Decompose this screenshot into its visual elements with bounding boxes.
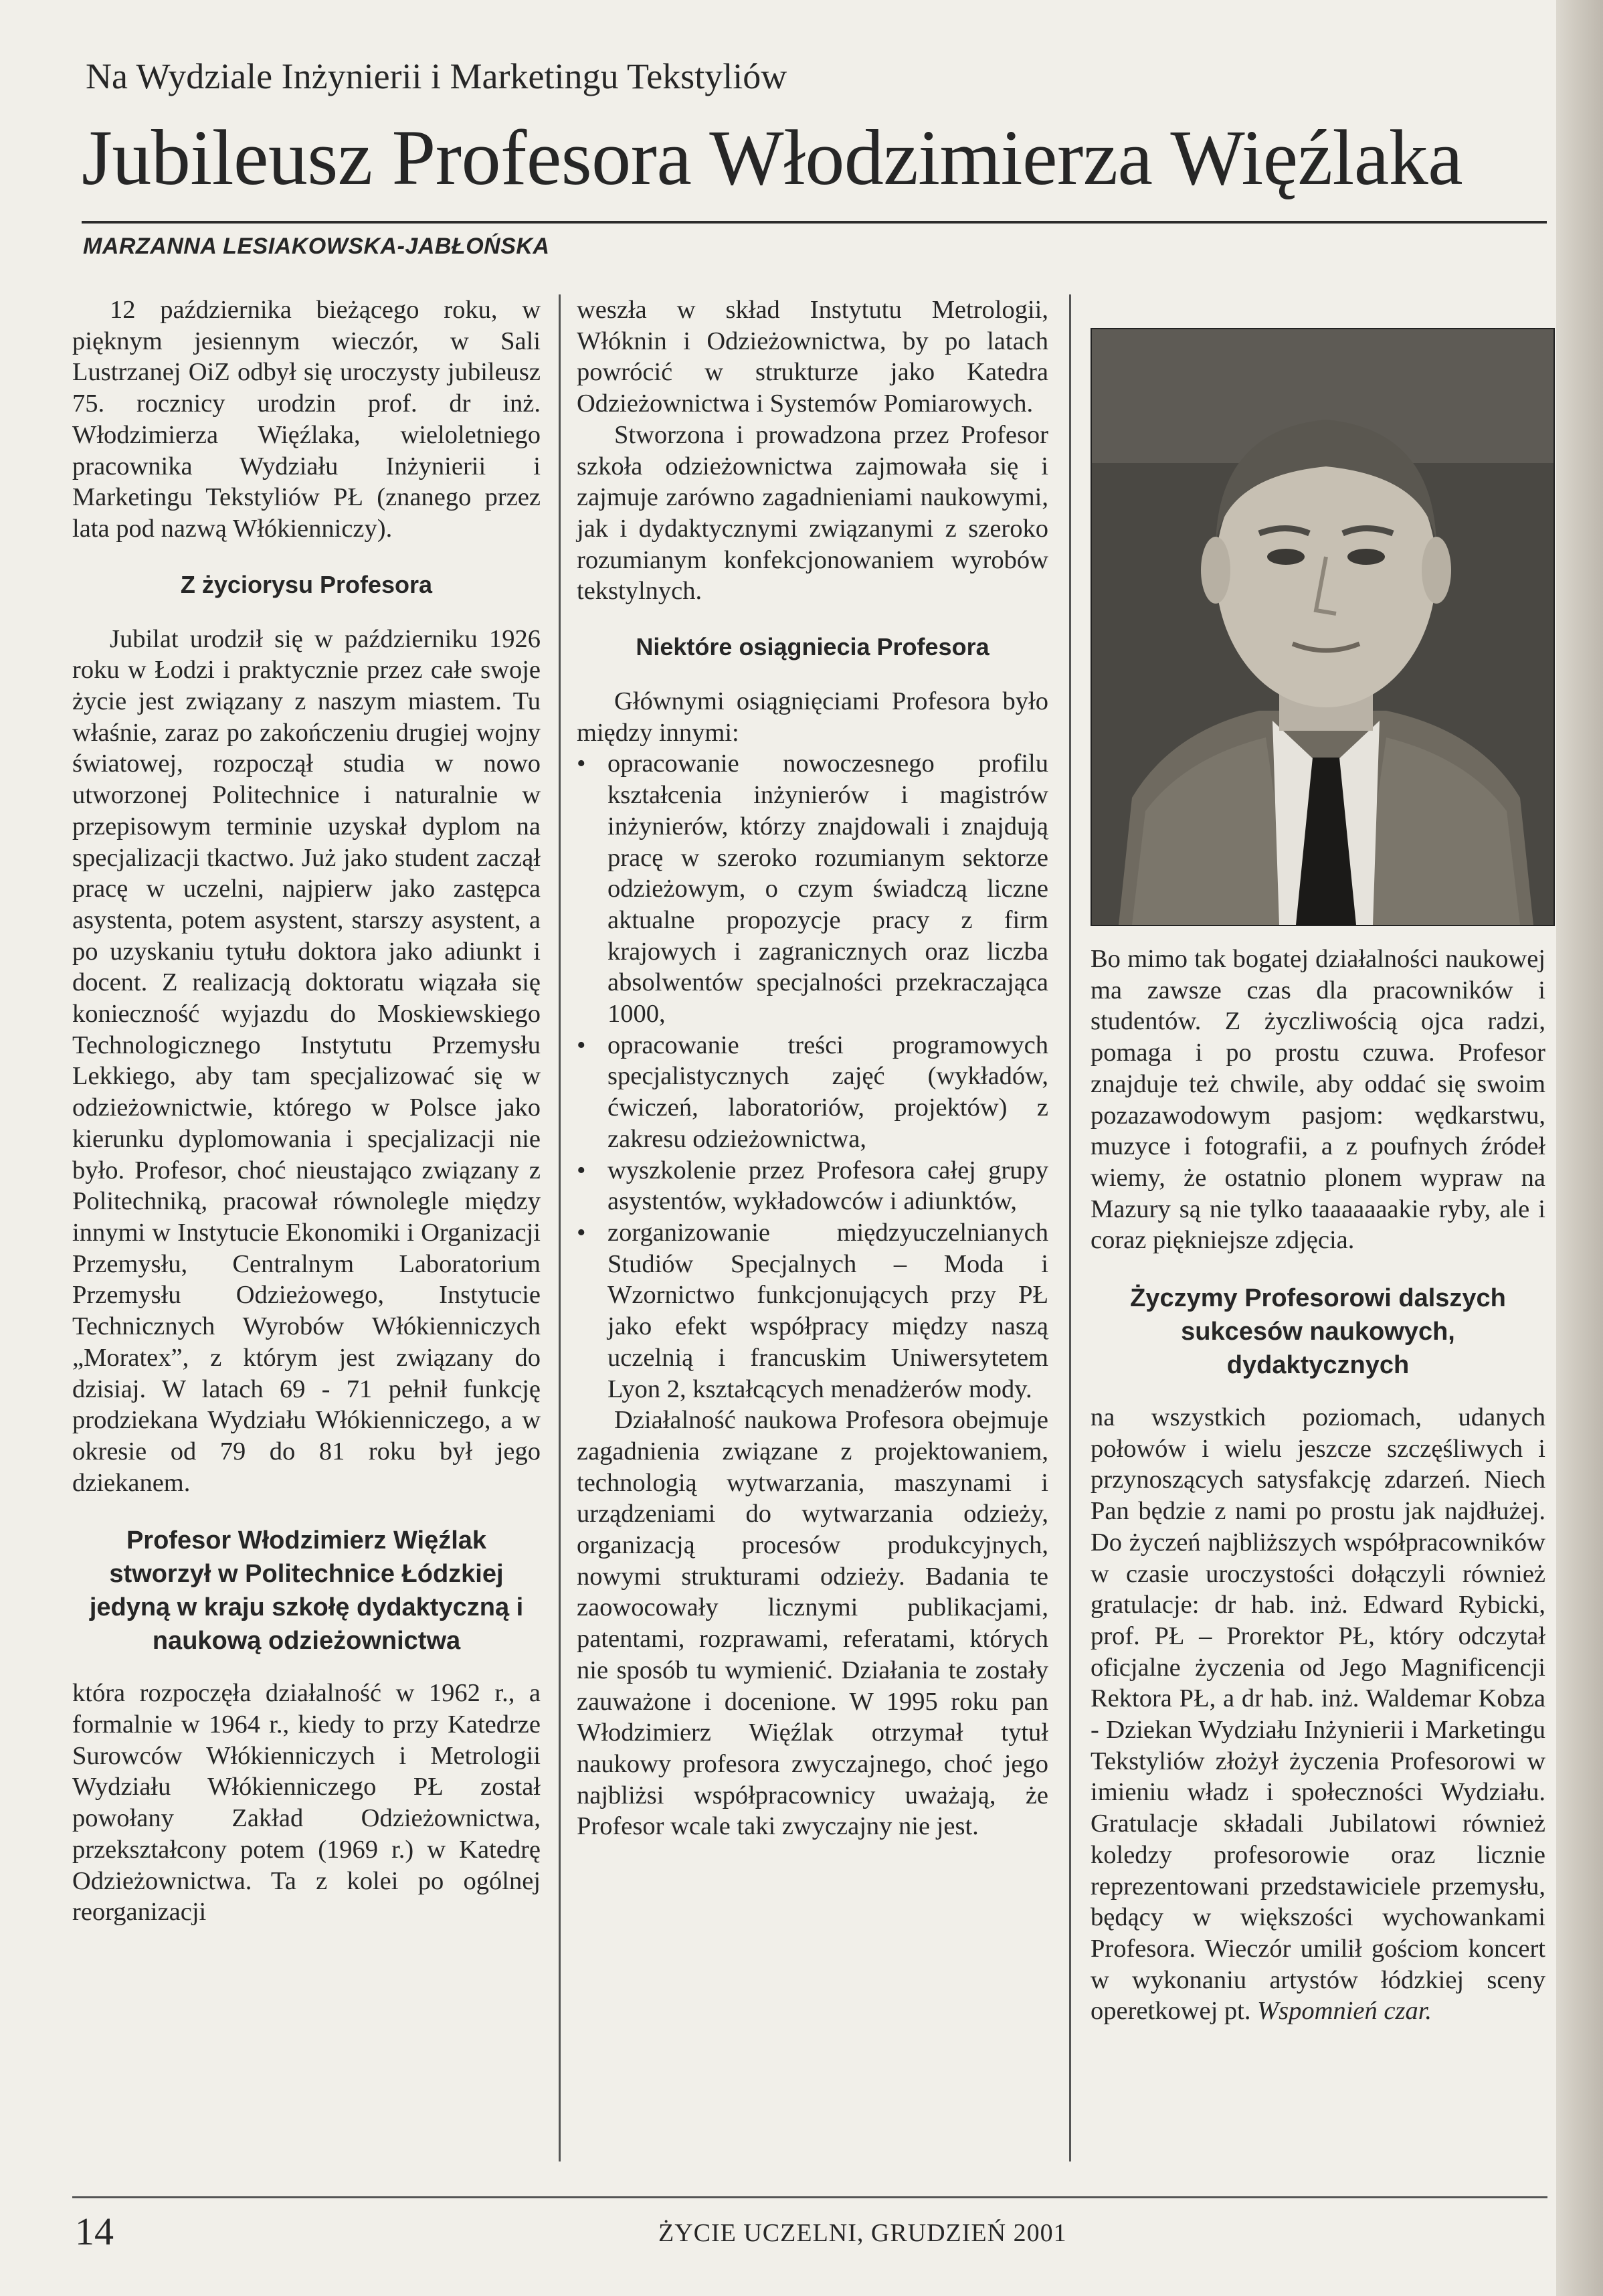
paragraph: [1091, 1402, 1545, 2027]
footer-rule: [72, 2196, 1547, 2198]
bullet-icon: •: [577, 1156, 586, 1184]
paragraph: Głównymi osiągnięciami Profesora było między innymi:: [577, 687, 1048, 747]
title-rule: [82, 221, 1547, 224]
section-heading: Z życiorysu Profesora: [180, 570, 433, 598]
paragraph: Bo mimo tak bogatej działalności naukowej ma zawsze czas dla pracowników i studentów. Z życzliwością ojca radzi, pomaga i po prostu czuwa. Profesor znajduje też chwile, aby oddać się swoim pozazawodowym pasjom: wędkarstwu, muzyce i fotografii, a z poufnych źródeł wiemy, że ostatnio plonem wypraw na Mazury są nie tylko taaaaaaakie ryby, ale i coraz piękniejsze zdjęcia.: [1091, 945, 1545, 1255]
professor-portrait-photo: [1091, 328, 1555, 926]
list-item: [577, 1155, 1048, 1217]
page-number: 14: [75, 2210, 114, 2253]
page-edge-shadow: [1556, 0, 1603, 2296]
list-item: [577, 1217, 1048, 1405]
list-item-text: zorganizowanie międzyuczelnianych Studiów Specjalnych – Moda i Wzornictwo funkcjonujących przy PŁ jako efekt współpracy między naszą uczelnią i francuskim Uniwersytetem Lyon 2, kształcących menadżerów mody.: [607, 1218, 1048, 1403]
paragraph: Stworzona i prowadzona przez Profesor szkoła odzieżownictwa zajmowała się i zajmuje zarówno zagadnieniami naukowymi, jak i dydaktycznymi związanymi z szeroko rozumianym konfekcjonowaniem wyrobów tekstylnych.: [577, 420, 1048, 606]
author-byline: MARZANNA LESIAKOWSKA-JABŁOŃSKA: [83, 234, 550, 259]
column-2: [577, 294, 1048, 1842]
paragraph: weszła w skład Instytutu Metrologii, Włóknin i Odzieżownictwa, by po latach powrócić w strukturze jako Katedra Odzieżownictwa i Systemów Pomiarowych.: [577, 296, 1048, 418]
section-heading: Życzymy Profesorowi dalszych sukcesów naukowych, dydaktycznych: [1130, 1284, 1506, 1380]
paragraph: 12 października bieżącego roku, w pięknym jesiennym wieczór, w Sali Lustrzanej OiZ odbył się uroczysty jubileusz 75. rocznicy urodzin prof. dr inż. Włodzimierza Więźlaka, wieloletniego pracownika Wydziału Inżynierii i Marketingu Tekstyliów PŁ (znanego przez lata pod nazwą Włókienniczy).: [72, 296, 541, 543]
list-item: [577, 748, 1048, 1029]
article-kicker: Na Wydziale Inżynierii i Marketingu Tekstyliów: [86, 56, 787, 96]
section-heading: Profesor Włodzimierz Więźlak stworzył w Politechnice Łódzkiej jedyną w kraju szkołę dydaktyczną i naukową odzieżownictwa: [89, 1526, 524, 1656]
list-item-text: wyszkolenie przez Profesora całej grupy asystentów, wykładowców i adiunktów,: [607, 1156, 1048, 1216]
bullet-icon: •: [577, 749, 586, 778]
column-3: [1091, 944, 1545, 2027]
list-item-text: opracowanie treści programowych specjalistycznych zajęć (wykładów, ćwiczeń, laboratoriów, projektów) z zakresu odzieżownictwa,: [607, 1031, 1048, 1153]
paragraph: która rozpoczęła działalność w 1962 r., a formalnie w 1964 r., kiedy to przy Katedrze Surowców Włókienniczych i Metrologii Wydziału Włókienniczego PŁ został powołany Zakład Odzieżownictwa, przekształcony potem (1969 r.) w Katedrę Odzieżownictwa. Ta z kolei po ogólnej reorganizacji: [72, 1679, 541, 1927]
column-1: [72, 294, 541, 1928]
paragraph-text: na wszystkich poziomach, udanych połowów i wielu jeszcze szczęśliwych i przynoszących satysfakcję zdarzeń. Niech Pan będzie z nami po prostu jak najdłużej. Do życzeń najbliższych współpracowników w czasie uroczystości dołączyli również gratulacje: dr hab. inż. Edward Rybicki, prof. PŁ – Prorektor PŁ, który odczytał oficjalne życzenia od Jego Magnificencji Rektora PŁ, a dr hab. inż. Waldemar Kobza - Dziekan Wydziału Inżynierii i Marketingu Tekstyliów złożył życzenia Profesorowi w imieniu władz i społeczności Wydziału. Gratulacje składali Jubilatowi również koledzy profesorowie oraz licznie reprezentowani przedstawiciele przemysłu, będący w większości wychowankami Profesora. Wieczór umilił gościom koncert w wykonaniu artystów łódzkiej sceny operetkowej pt.: [1091, 1403, 1545, 2026]
article-title: Jubileusz Profesora Włodzimierza Więźlaka: [82, 114, 1463, 201]
concert-title: Wspomnień czar.: [1257, 1997, 1432, 2026]
column-divider: [559, 294, 561, 2161]
paragraph: Jubilat urodził się w październiku 1926 roku w Łodzi i praktycznie przez całe swoje życie jest związany z naszym miastem. Tu właśnie, zaraz po zakończeniu drugiej wojny światowej, rozpoczął studia w nowo utworzonej Politechnice i naturalnie w przepisowym terminie uzyskał dyplom na specjalizacji tkactwo. Już jako student zaczął pracę w uczelni, najpierw jako zastępca asystenta, potem asystent, starszy asystent, a po uzyskaniu tytułu doktora jako adiunkt i docent. Z realizacją doktoratu wiązała się konieczność wyjazdu do Moskiewskiego Technologicznego Instytutu Przemysłu Lekkiego, aby tam specjalizować się w odzieżownictwie, którego w Polsce jako kierunku dyplomowania i specjalizacji nie było. Profesor, choć nieustająco związany z Politechniką, pracował równolegle między innymi w Instytucie Ekonomiki i Organizacji Przemysłu, Centralnym Laboratorium Przemysłu Odzieżowego, Instytucie Technicznych Wyrobów Włókienniczych „Moratex”, z którym jest związany do dzisiaj. W latach 69 - 71 pełnił funkcję prodziekana Wydziału Włókienniczego, a w okresie od 79 do 81 roku był jego dziekanem.: [72, 624, 541, 1497]
publication-footer: ŻYCIE UCZELNI, GRUDZIEŃ 2001: [658, 2219, 1067, 2247]
bullet-icon: •: [577, 1031, 586, 1059]
portrait-illustration: [1092, 329, 1553, 925]
list-item-text: opracowanie nowoczesnego profilu kształcenia inżynierów i magistrów inżynierów, którzy znajdowali i znajdują pracę w szeroko rozumianym sektorze odzieżowym, o czym świadczą liczne aktualne propozycje pracy z firm krajowych i zagranicznych oraz liczba absolwentów specjalności przekraczająca 1000,: [607, 749, 1048, 1029]
section-heading: Niektóre osiągniecia Profesora: [636, 633, 989, 661]
column-divider: [1069, 294, 1071, 2161]
bullet-icon: •: [577, 1218, 586, 1247]
paragraph: Działalność naukowa Profesora obejmuje zagadnienia związane z projektowaniem, technologią wytwarzania, maszynami i urządzeniami do wytwarzania odzieży, organizacją procesów produkcyjnych, nowymi strukturami odzieży. Badania te zaowocowały licznymi publikacjami, patentami, rozprawami, referatami, których nie sposób tu wymienić. Działania te zostały zauważone i docenione. W 1995 roku pan Włodzimierz Więźlak otrzymał tytuł naukowy profesora zwyczajnego, choć jego najbliżsi współpracownicy uważają, że Profesor wcale taki zwyczajny nie jest.: [577, 1406, 1048, 1841]
list-item: [577, 1030, 1048, 1155]
